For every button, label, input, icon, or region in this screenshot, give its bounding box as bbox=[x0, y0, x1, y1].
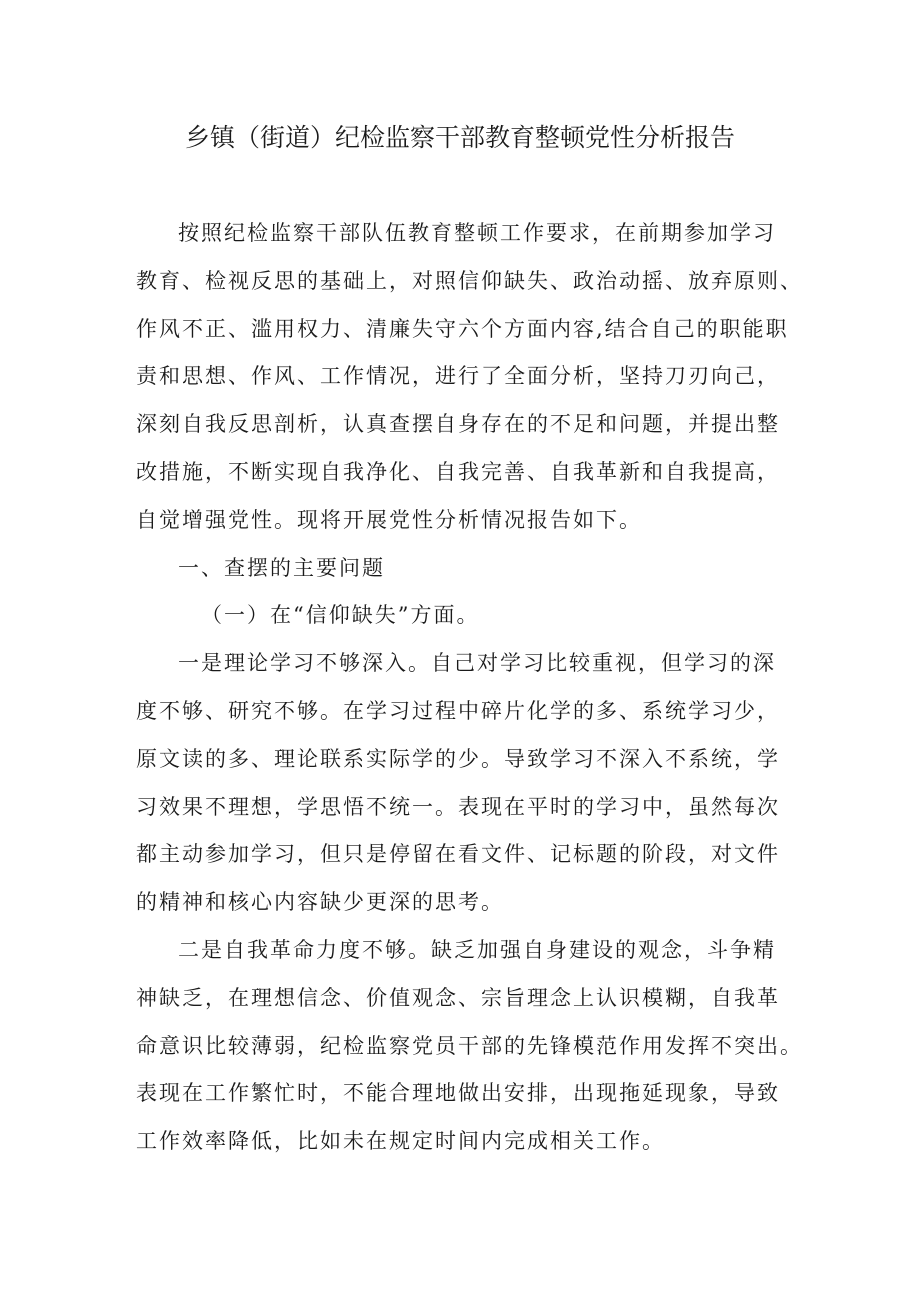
point-one-line: 的精神和核心内容缺少更深的思考。 bbox=[136, 890, 504, 915]
point-one-line: 度不够、研究不够。在学习过程中碎片化学的多、系统学习少， bbox=[136, 698, 780, 723]
intro-line: 教育、检视反思的基础上，对照信仰缺失、政治动摇、放弃原则、 bbox=[136, 268, 803, 293]
point-one-line: 一是理论学习不够深入。自己对学习比较重视，但学习的深 bbox=[178, 651, 776, 676]
point-one-line: 都主动参加学习，但只是停留在看文件、记标题的阶段，对文件 bbox=[136, 842, 780, 867]
intro-line: 改措施，不断实现自我净化、自我完善、自我革新和自我提高， bbox=[136, 459, 780, 484]
intro-line: 自觉增强党性。现将开展党性分析情况报告如下。 bbox=[136, 507, 642, 532]
intro-line: 深刻自我反思剖析，认真查摆自身存在的不足和问题，并提出整 bbox=[136, 412, 780, 437]
point-two-line: 表现在工作繁忙时，不能合理地做出安排，出现拖延现象，导致 bbox=[136, 1081, 780, 1106]
subsection-heading: （一）在“信仰缺失”方面。 bbox=[201, 603, 480, 628]
point-two-line: 神缺乏，在理想信念、价值观念、宗旨理念上认识模糊，自我革 bbox=[136, 985, 780, 1010]
intro-line: 作风不正、滥用权力、清廉失守六个方面内容,结合自己的职能职 bbox=[136, 316, 789, 341]
point-two-line: 二是自我革命力度不够。缺乏加强自身建设的观念，斗争精 bbox=[178, 937, 776, 962]
document-body bbox=[136, 210, 816, 1166]
point-two-line: 工作效率降低，比如未在规定时间内完成相关工作。 bbox=[136, 1129, 665, 1154]
point-one-paragraph bbox=[136, 640, 816, 927]
point-one-line: 习效果不理想，学思悟不统一。表现在平时的学习中，虽然每次 bbox=[136, 794, 780, 819]
point-one-line: 原文读的多、理论联系实际学的少。导致学习不深入不系统，学 bbox=[136, 746, 780, 771]
intro-paragraph bbox=[136, 210, 816, 545]
point-two-paragraph bbox=[136, 927, 816, 1166]
section-heading: 一、查摆的主要问题 bbox=[178, 555, 385, 580]
document-title: 乡镇（街道）纪检监察干部教育整顿党性分析报告 bbox=[184, 123, 735, 152]
intro-line: 责和思想、作风、工作情况，进行了全面分析，坚持刀刃向己， bbox=[136, 364, 780, 389]
point-two-line: 命意识比较薄弱，纪检监察党员干部的先锋模范作用发挥不突出。 bbox=[136, 1033, 803, 1058]
intro-line: 按照纪检监察干部队伍教育整顿工作要求，在前期参加学习 bbox=[178, 221, 776, 245]
